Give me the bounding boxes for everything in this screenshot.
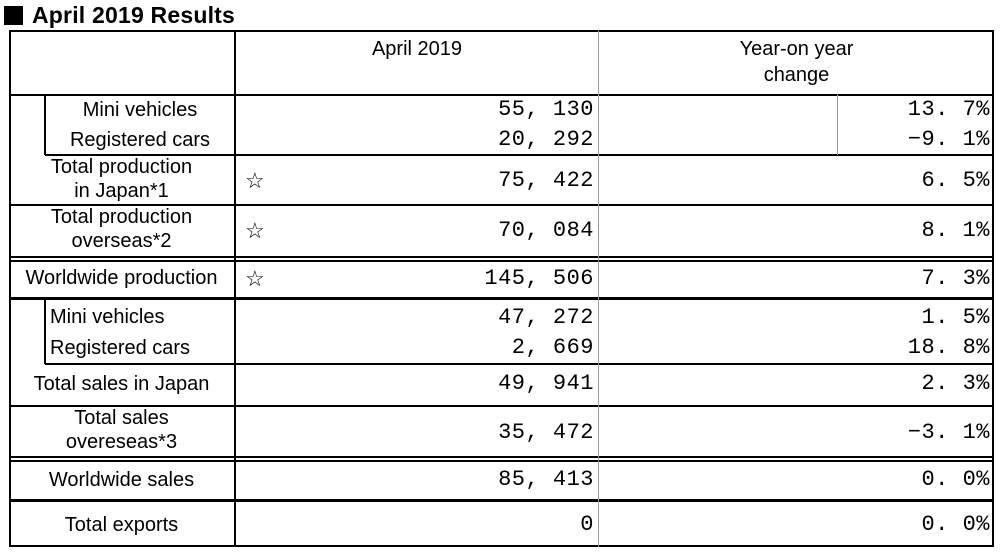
header-april-2019: April 2019: [371, 38, 463, 60]
yoy-worldwide-sales: 0. 0%: [921, 467, 990, 492]
star-icon: ☆: [245, 218, 265, 243]
row-label-total-sales-overseas-line1: Total sales: [74, 407, 169, 429]
yoy-total-exports: 0. 0%: [921, 512, 990, 537]
row-label-total-production-japan-line1: Total production: [50, 156, 193, 178]
row-label-total-production-overseas-line2: overseas*2: [71, 230, 172, 252]
header-yoy-line1: Year-on year: [739, 38, 854, 60]
yoy-worldwide-production: 7. 3%: [921, 266, 990, 291]
row-label-registered-cars-sales: Registered cars: [50, 337, 191, 359]
yoy-mini-vehicles-production: 13. 7%: [907, 97, 990, 122]
row-label-total-sales-japan: Total sales in Japan: [33, 373, 210, 395]
star-icon: ☆: [245, 266, 265, 291]
value-registered-cars-sales: 2, 669: [511, 335, 594, 360]
divider: [45, 363, 994, 365]
yoy-registered-cars-production: −9. 1%: [907, 127, 990, 152]
yoy-total-sales-overseas: −3. 1%: [907, 420, 990, 445]
value-total-exports: 0: [580, 512, 594, 537]
yoy-mini-vehicles-sales: 1. 5%: [921, 305, 990, 330]
value-worldwide-production: 145, 506: [484, 266, 594, 291]
yoy-total-production-overseas: 8. 1%: [921, 218, 990, 243]
divider: [9, 297, 994, 300]
star-icon: ☆: [245, 168, 265, 193]
row-label-worldwide-production: Worldwide production: [25, 267, 218, 289]
value-registered-cars-production: 20, 292: [498, 127, 594, 152]
divider: [44, 299, 46, 364]
header-yoy-line2: change: [763, 64, 830, 86]
divider: [9, 456, 994, 458]
row-label-total-sales-overseas-line2: overeseas*3: [65, 431, 178, 453]
value-mini-vehicles-sales: 47, 272: [498, 305, 594, 330]
row-label-total-exports: Total exports: [64, 514, 179, 536]
divider: [9, 94, 994, 96]
yoy-registered-cars-sales: 18. 8%: [907, 335, 990, 360]
divider: [9, 460, 994, 462]
yoy-total-production-japan: 6. 5%: [921, 168, 990, 193]
row-label-mini-vehicles-production: Mini vehicles: [82, 99, 198, 121]
yoy-total-sales-japan: 2. 3%: [921, 371, 990, 396]
row-label-registered-cars-production: Registered cars: [69, 129, 211, 151]
page-title-text: April 2019 Results: [32, 1, 236, 28]
row-label-mini-vehicles-sales: Mini vehicles: [50, 306, 165, 328]
value-total-production-overseas: 70, 084: [498, 218, 594, 243]
divider: [9, 260, 994, 262]
divider: [9, 499, 994, 502]
page-title: [4, 2, 235, 28]
divider: [9, 256, 994, 258]
row-label-total-production-japan-line2: in Japan*1: [74, 180, 169, 202]
square-bullet-icon: [4, 6, 23, 25]
value-total-sales-japan: 49, 941: [498, 371, 594, 396]
value-worldwide-sales: 85, 413: [498, 467, 594, 492]
value-total-sales-overseas: 35, 472: [498, 420, 594, 445]
row-label-total-production-overseas-line1: Total production: [50, 206, 193, 228]
value-total-production-japan: 75, 422: [498, 168, 594, 193]
value-mini-vehicles-production: 55, 130: [498, 97, 594, 122]
row-label-worldwide-sales: Worldwide sales: [48, 469, 195, 491]
